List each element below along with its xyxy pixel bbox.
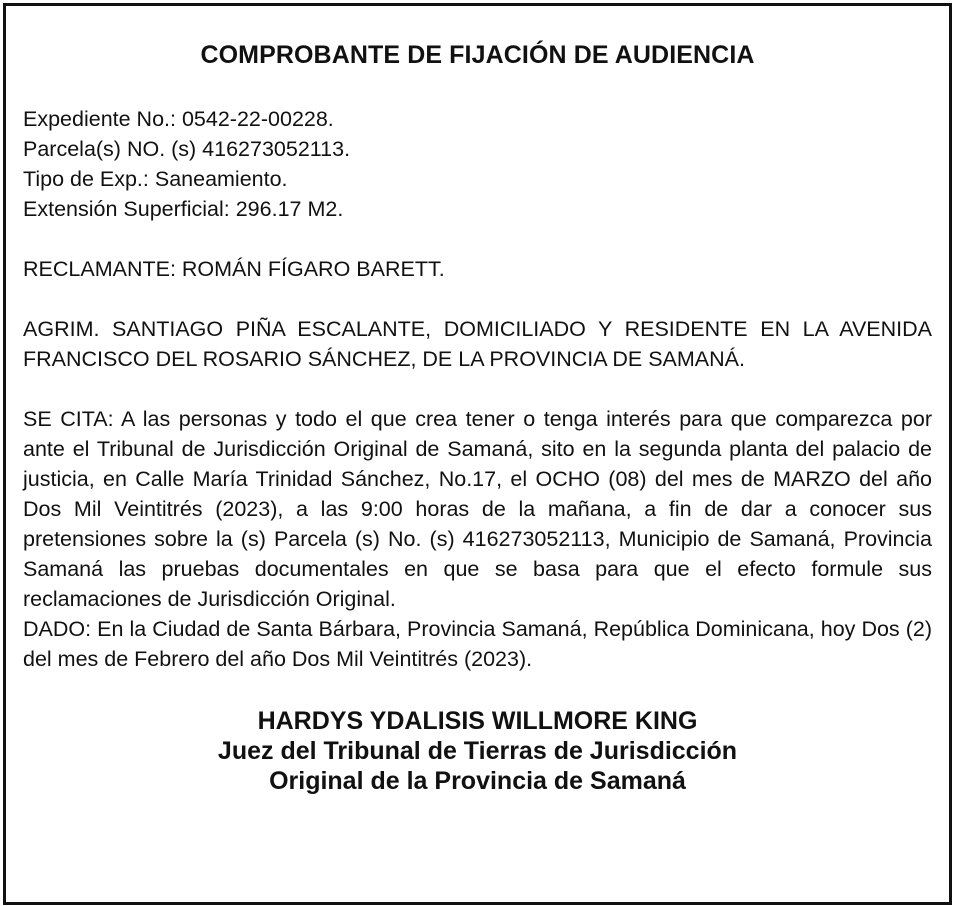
document-border <box>3 3 952 905</box>
judge-position-line1: Juez del Tribunal de Tierras de Jurisdicción <box>217 737 738 765</box>
dated-paragraph: DADO: En la Ciudad de Santa Bárbara, Provincia Samaná, República Dominicana, hoy Dos (2) del mes de Febrero del año Dos Mil Veintitrés (2023). <box>23 617 932 671</box>
document-content <box>23 40 932 796</box>
case-type: Tipo de Exp.: Saneamiento. <box>23 167 288 191</box>
document-title: COMPROBANTE DE FIJACIÓN DE AUDIENCIA <box>200 41 755 69</box>
signature-block <box>23 706 932 796</box>
case-info <box>23 104 932 224</box>
judge-name: HARDYS YDALISIS WILLMORE KING <box>257 707 698 735</box>
claimant: RECLAMANTE: ROMÁN FÍGARO BARETT. <box>23 257 445 281</box>
case-number: Expediente No.: 0542-22-00228. <box>23 107 334 131</box>
surface-extension: Extensión Superficial: 296.17 M2. <box>23 197 344 221</box>
parcel-number: Parcela(s) NO. (s) 416273052113. <box>23 137 351 161</box>
citation-paragraph: SE CITA: A las personas y todo el que crea tener o tenga interés para que comparezca por ante el Tribunal de Jurisdicción Original de Samaná, sito en la segunda planta del palacio de justicia, en Calle María Trinidad Sánchez, No.17, el OCHO (08) del mes de MARZO del año Dos Mil Veintitrés (2023), a las 9:00 horas de la mañana, a fin de dar a conocer sus pretensiones sobre la (s) Parcela (s) No. (s) 416273052113, Municipio de Samaná, Provincia Samaná las pruebas documentales en que se basa para que el efecto formule sus reclamaciones de Jurisdicción Original. <box>23 407 932 611</box>
surveyor-paragraph: AGRIM. SANTIAGO PIÑA ESCALANTE, DOMICILIADO Y RESIDENTE EN LA AVENIDA FRANCISCO DEL ROSARIO SÁNCHEZ, DE LA PROVINCIA DE SAMANÁ. <box>23 317 932 371</box>
judge-position-line2: Original de la Provincia de Samaná <box>269 767 686 795</box>
